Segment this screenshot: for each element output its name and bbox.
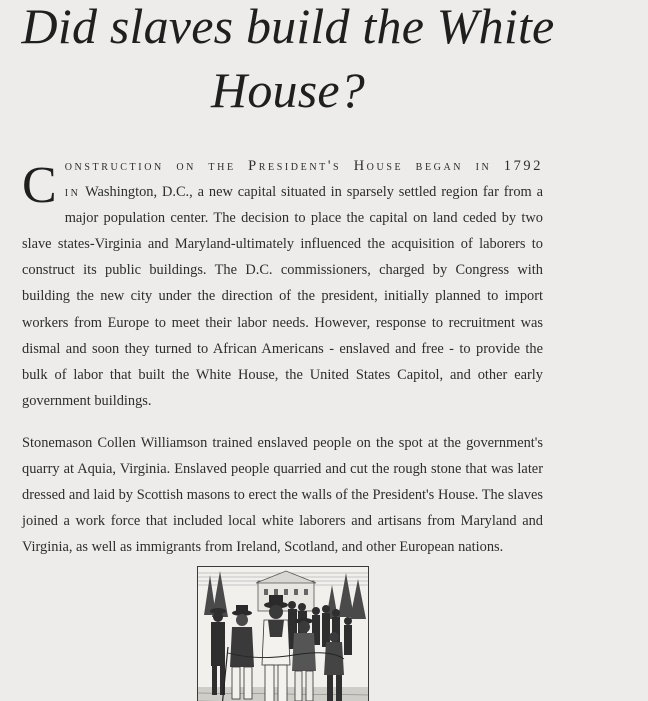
paragraph-1 (22, 153, 543, 414)
engraving-illustration (198, 567, 368, 701)
paragraph-1-text: Washington, D.C., a new capital situated in sparsely settled region far from a major population center. The decision to place the capital on land ceded by two slave states-Virginia and Maryland-ultimately influenced the acquisition of laborers to construct its public buildings. The D.C. commissioners, charged by Congress with building the new city under the direction of the president, initially planned to import workers from Europe to meet their labor needs. However, response to recruitment was dismal and soon they turned to African Americans - enslaved and free - to provide the bulk of labor that built the White House, the United States Capitol, and other early government buildings. (22, 184, 543, 409)
paragraph-2: Stonemason Collen Williamson trained enslaved people on the spot at the government's quarry at Aquia, Virginia. Enslaved people quarried and cut the rough stone that was later dressed and laid by Scottish masons to erect the walls of the President's House. The slaves joined a work force that included local white laborers and artisans from Maryland and Virginia, as well as immigrants from Ireland, Scotland, and other European nations. (22, 434, 543, 556)
drop-cap: C (22, 157, 57, 214)
engraving-image (197, 566, 369, 701)
lead-in-small-caps: onstruction on the President's House began in 1792 in (64, 158, 543, 201)
article-body (22, 153, 543, 576)
page-title: Did slaves build the White House? (21, 0, 555, 118)
